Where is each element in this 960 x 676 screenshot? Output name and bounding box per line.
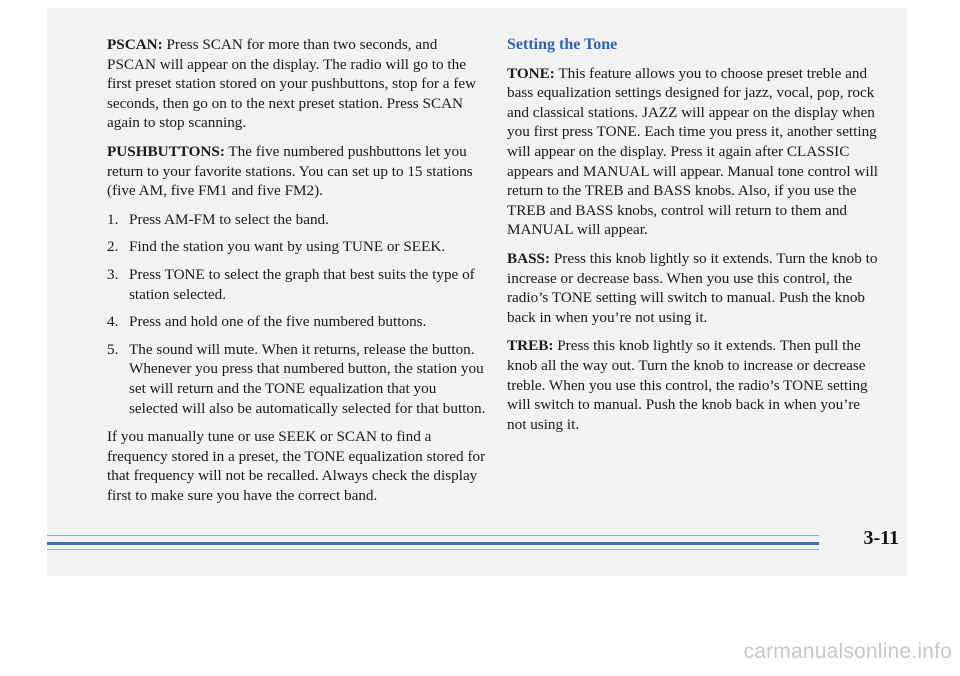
pushbuttons-label: PUSHBUTTONS: [107, 142, 225, 160]
page-number: 3-11 [863, 527, 899, 549]
step-number: 1. [107, 210, 119, 228]
watermark [0, 640, 960, 664]
list-item [107, 340, 487, 418]
treb-paragraph [507, 336, 879, 434]
step-text: Press AM-FM to select the band. [129, 210, 329, 228]
treb-text: Press this knob lightly so it extends. Then pull the knob all the way out. Turn the knob to increase or decrease treble. When you use this control, the radio’s TONE setting will switch to manual. Push the knob back in when you’re not using it. [507, 337, 868, 433]
treb-label: TREB: [507, 337, 554, 355]
right-column [507, 35, 879, 443]
step-text: Find the station you want by using TUNE or SEEK. [129, 238, 446, 256]
tone-text: This feature allows you to choose preset treble and bass equalization settings designed for jazz, vocal, pop, rock and classical stations. JAZZ will appear on the display when you first press TONE. Each time you press it, another setting will appear on the display. Press it again after CLASSIC appears and MANUAL will appear. Manual tone control will return to the TREB and BASS knobs. Also, if you use the TREB and BASS knobs, control will return to them and MANUAL will appear. [507, 64, 879, 239]
step-text: The sound will mute. When it returns, release the button. Whenever you press that numbered button, the station you set will return and the TONE equalization that you selected will also be automatically selected for that button. [129, 340, 486, 417]
pscan-label: PSCAN: [107, 36, 163, 53]
step-number: 5. [107, 340, 119, 358]
bass-text: Press this knob lightly so it extends. Turn the knob to increase or decrease bass. When you use this control, the radio’s TONE setting will switch to manual. Push the knob back in when you’re not using it. [507, 249, 878, 326]
pscan-paragraph [107, 35, 487, 133]
tone-label: TONE: [507, 64, 555, 82]
step-text: Press and hold one of the five numbered buttons. [129, 313, 427, 331]
list-item [107, 237, 487, 257]
pscan-text: Press SCAN for more than two seconds, and PSCAN will appear on the display. The radio will go to the first preset station stored on your pushbuttons, stop for a few seconds, then go on to the next preset station. Press SCAN again to stop scanning. [107, 36, 477, 132]
rule-line-top [47, 535, 819, 536]
tone-paragraph [507, 64, 879, 240]
bass-label: BASS: [507, 249, 551, 267]
watermark-text: carmanualsonline.info [743, 640, 952, 663]
step-number: 4. [107, 313, 119, 331]
left-column [107, 35, 487, 514]
bass-paragraph [507, 249, 879, 327]
manual-page [47, 8, 907, 576]
list-item [107, 312, 487, 332]
closing-paragraph: If you manually tune or use SEEK or SCAN to find a frequency stored in a preset, the TONE equalization stored for that frequency will not be recalled. Always check the display first to make sure you have the correct band. [107, 428, 486, 504]
step-number: 2. [107, 238, 119, 256]
section-heading: Setting the Tone [507, 36, 618, 53]
step-text: Press TONE to select the graph that best suits the type of station selected. [129, 265, 475, 303]
list-item [107, 265, 487, 304]
pushbuttons-paragraph [107, 142, 487, 201]
rule-line-main [47, 542, 819, 545]
step-number: 3. [107, 265, 119, 283]
list-item [107, 210, 487, 230]
rule-line-bottom [47, 549, 819, 550]
pushbuttons-text: The five numbered pushbuttons let you return to your favorite stations. You can set up to 15 stations (five AM, five FM1 and five FM2). [107, 142, 473, 200]
steps-list [107, 210, 487, 418]
